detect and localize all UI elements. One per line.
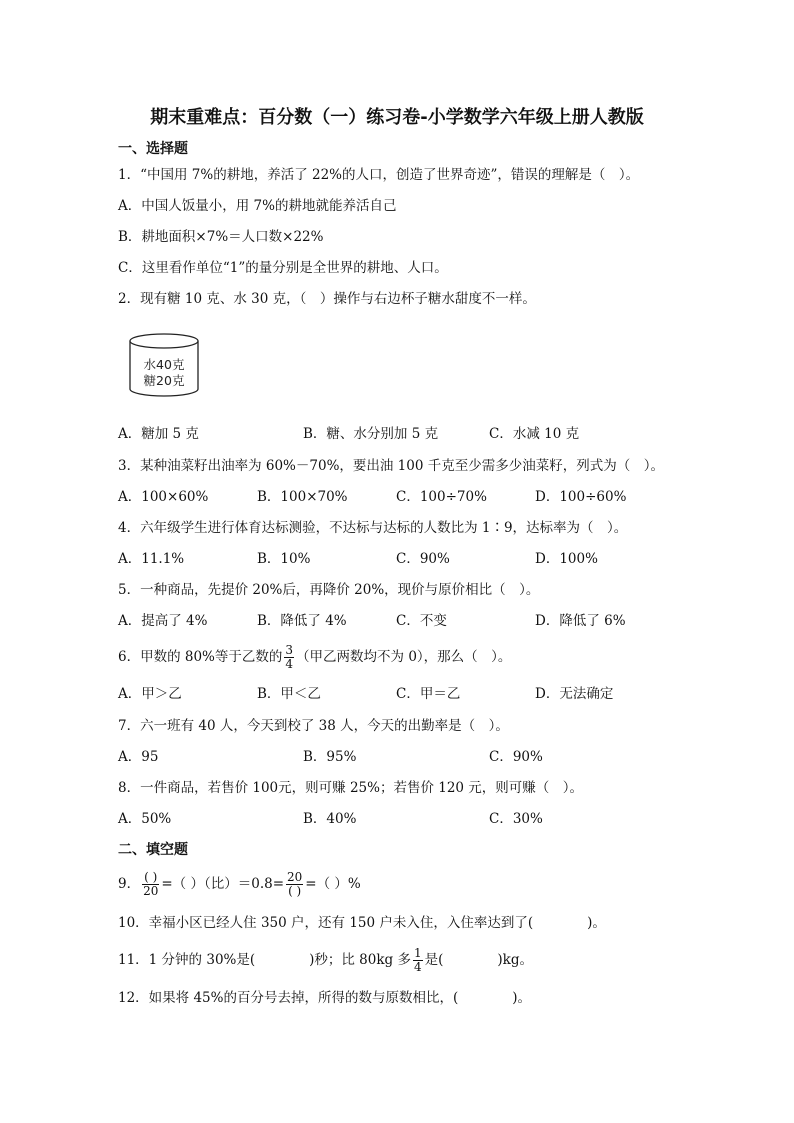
question-8-option-b[interactable]: B．40% [303,811,357,827]
question-6-frac-num: 3 [285,643,294,657]
question-8-option-c[interactable]: C．30% [489,811,543,827]
question-6-frac-den: 4 [285,657,294,671]
question-4-option-c[interactable]: C．90% [396,551,450,567]
question-10-stem: 10．幸福小区已经人住 350 户，还有 150 户未入住，入住率达到了( )。 [118,915,606,931]
question-4-option-a[interactable]: A．11.1% [118,551,185,567]
question-5-option-c[interactable]: C．不变 [396,613,447,629]
question-9-number: 9． [118,876,141,892]
question-1-option-c[interactable]: C．这里看作单位“1”的量分别是全世界的耕地、人口。 [118,260,448,276]
question-3-option-a[interactable]: A．100×60% [118,489,209,505]
question-4-stem: 4．六年级学生进行体育达标测验，不达标与达标的人数比为 1∶9，达标率为（ ）。 [118,520,628,536]
question-3-option-c[interactable]: C．100÷70% [396,489,487,505]
question-2-option-c[interactable]: C．水减 10 克 [489,426,580,442]
question-11-fraction [413,947,423,974]
question-9-fraction-2 [286,871,303,898]
question-1-option-b[interactable]: B．耕地面积×7%＝人口数×22% [118,229,324,245]
question-8-stem: 8．一件商品，若售价 100元，则可赚 25%；若售价 120 元，则可赚（ ）。 [118,780,584,796]
question-6-option-d[interactable]: D．无法确定 [535,686,614,702]
question-2-option-a[interactable]: A．糖加 5 克 [118,426,199,442]
question-5-option-a[interactable]: A．提高了 4% [118,613,208,629]
question-6-stem [118,640,511,674]
question-12-stem: 12．如果将 45%的百分号去掉，所得的数与原数相比，( )。 [118,990,532,1006]
question-7-option-b[interactable]: B．95% [303,749,357,765]
question-6-stem-pre: 6．甲数的 80%等于乙数的 [118,649,283,665]
question-6-stem-post: （甲乙两数均不为 0），那么（ ）。 [296,649,512,665]
question-5-option-b[interactable]: B．降低了 4% [257,613,347,629]
question-5-stem: 5．一种商品，先提价 20%后，再降价 20%，现价与原价相比（ ）。 [118,582,540,598]
question-9-fraction-1 [142,871,159,898]
question-9-f2-num: 20 [287,870,303,884]
question-9 [118,866,361,902]
question-3-option-b[interactable]: B．100×70% [257,489,348,505]
question-9-end: =（ ）% [305,876,361,892]
section-heading-choice: 一、选择题 [118,141,188,157]
question-7-stem: 7．六一班有 40 人，今天到校了 38 人，今天的出勤率是（ ）。 [118,718,509,734]
question-11 [118,943,533,977]
question-11-frac-den: 4 [413,960,422,974]
question-6-option-c[interactable]: C．甲＝乙 [396,686,461,702]
question-9-f1-den: 20 [143,884,159,898]
question-5-option-d[interactable]: D．降低了 6% [535,613,626,629]
question-2-stem: 2．现有糖 10 克、水 30 克，（ ）操作与右边杯子糖水甜度不一样。 [118,291,536,307]
question-11-frac-num: 1 [413,946,422,960]
question-3-option-d[interactable]: D．100÷60% [535,489,627,505]
question-6-fraction [284,644,294,671]
question-6-option-b[interactable]: B．甲＜乙 [257,686,321,702]
question-9-f2-den[interactable]: ( ) [288,884,302,898]
question-4-option-b[interactable]: B．10% [257,551,311,567]
question-6-option-a[interactable]: A．甲＞乙 [118,686,182,702]
cup-label-water: 水40克 [143,357,185,372]
question-1-option-a[interactable]: A．中国人饭量小，用 7%的耕地就能养活自己 [118,198,397,214]
question-8-option-a[interactable]: A．50% [118,811,172,827]
question-1-stem: 1．“中国用 7%的耕地，养活了 22%的人口，创造了世界奇迹”，错误的理解是（ ）。 [118,167,640,183]
section-heading-fill: 二、填空题 [118,842,188,858]
question-11-post: 是( )kg。 [424,952,533,968]
question-4-option-d[interactable]: D．100% [535,551,598,567]
question-9-middle: =（ ）（比）＝0.8= [161,876,285,892]
question-7-option-c[interactable]: C．90% [489,749,543,765]
cup-label-sugar: 糖20克 [143,373,185,388]
cup-illustration [128,332,200,398]
question-9-f1-num[interactable]: ( ) [142,871,159,885]
question-2-option-b[interactable]: B．糖、水分别加 5 克 [303,426,439,442]
question-11-pre: 11．1 分钟的 30%是( )秒；比 80kg 多 [118,952,411,968]
question-7-option-a[interactable]: A．95 [118,749,159,765]
question-3-stem: 3．某种油菜籽出油率为 60%－70%，要出油 100 千克至少需多少油菜籽，列式为（ ）。 [118,458,664,474]
page-title: 期末重难点：百分数（一）练习卷-小学数学六年级上册人教版 [150,107,644,128]
